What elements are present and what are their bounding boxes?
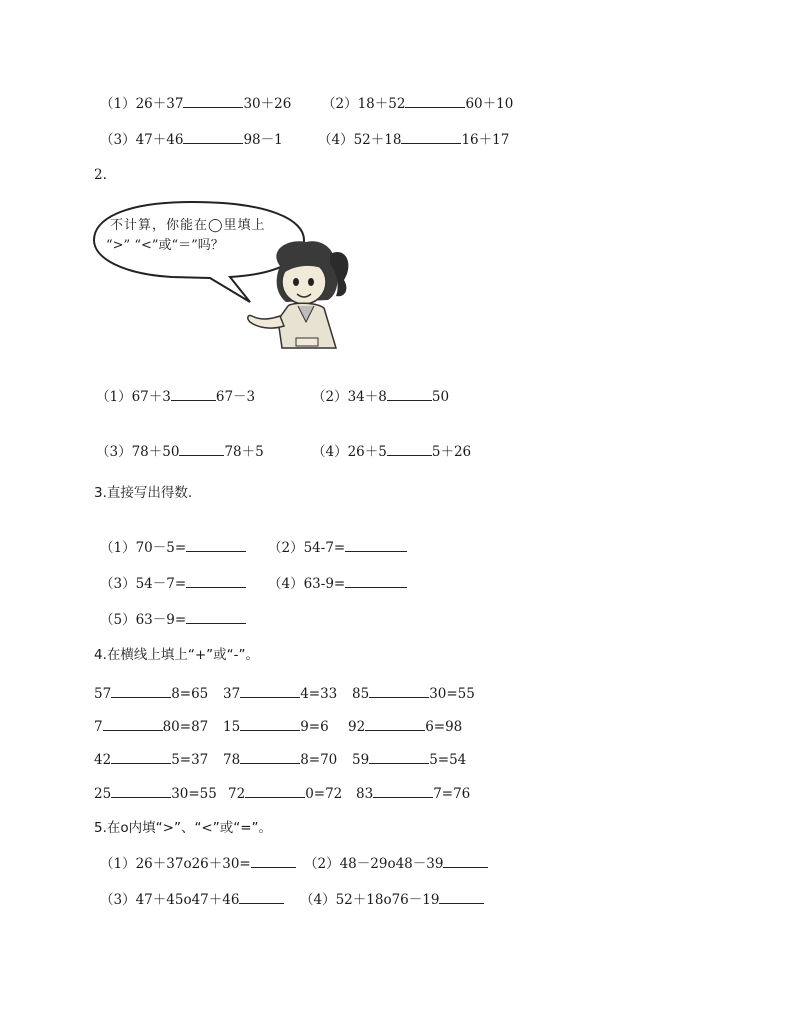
equation-rest: 7=76 <box>433 786 471 802</box>
item-number: （3） <box>96 444 132 460</box>
q4-cell <box>223 718 329 736</box>
operator-blank[interactable] <box>369 751 429 764</box>
equation-rest: 8=70 <box>300 752 338 768</box>
item-number: （3） <box>100 132 136 148</box>
q4-cell <box>223 751 337 769</box>
q4-cell <box>352 751 466 769</box>
answer-blank[interactable] <box>171 388 216 401</box>
answer-blank[interactable] <box>439 891 484 904</box>
operand-a: 72 <box>228 786 246 802</box>
equation-rest: 80=87 <box>162 719 209 735</box>
answer-blank[interactable] <box>401 131 461 144</box>
q4-cell <box>348 718 462 736</box>
answer-blank[interactable] <box>387 443 432 456</box>
q2-item-3 <box>96 443 264 461</box>
left-expression: 18＋52 <box>357 96 406 112</box>
q2-item-4 <box>312 443 471 461</box>
item-number: （4） <box>300 892 336 908</box>
item-number: （2） <box>312 389 348 405</box>
equation-rest: 0=72 <box>305 786 343 802</box>
item-number: （3） <box>100 892 136 908</box>
item-number: （1） <box>100 856 136 872</box>
equation-rest: 4=33 <box>300 686 338 702</box>
operand-a: 25 <box>94 786 112 802</box>
equation-rest: 8=65 <box>171 686 209 702</box>
right-expression: 50 <box>431 389 450 405</box>
operand-a: 92 <box>348 719 366 735</box>
q5-title: 5.在o内填“>”、“<”或“=”。 <box>94 820 273 836</box>
q1-item-4 <box>318 131 509 149</box>
operator-blank[interactable] <box>240 685 300 698</box>
q4-cell <box>352 685 475 703</box>
right-expression: 98－1 <box>243 132 283 148</box>
left-expression: 26＋37 <box>135 96 184 112</box>
operator-blank[interactable] <box>111 685 171 698</box>
operand-a: 15 <box>223 719 241 735</box>
q4-cell <box>94 785 217 803</box>
expression: 63－9= <box>135 612 187 628</box>
equation-rest: 5=37 <box>171 752 209 768</box>
left-expression: 78＋50 <box>131 444 180 460</box>
operand-a: 37 <box>223 686 241 702</box>
item-number: （4） <box>268 576 304 592</box>
operator-blank[interactable] <box>103 718 163 731</box>
expression: 47＋45o47＋46 <box>135 892 240 908</box>
equation-rest: 30=55 <box>171 786 217 802</box>
q3-item-4 <box>268 575 407 593</box>
right-expression: 5＋26 <box>431 444 472 460</box>
expression: 26＋37o26＋30= <box>135 856 251 872</box>
answer-blank[interactable] <box>345 539 407 552</box>
expression: 54-7= <box>303 540 346 556</box>
expression: 52＋18o76－19 <box>335 892 440 908</box>
q4-cell <box>223 685 337 703</box>
item-number: （1） <box>100 96 136 112</box>
equation-rest: 30=55 <box>429 686 475 702</box>
q4-cell <box>94 685 208 703</box>
q2-item-1 <box>96 388 255 406</box>
q3-title: 3.直接写出得数. <box>94 485 193 501</box>
expression: 54－7= <box>135 576 187 592</box>
left-expression: 34＋8 <box>347 389 387 405</box>
answer-blank[interactable] <box>251 855 296 868</box>
operand-a: 7 <box>94 719 103 735</box>
equation-rest: 6=98 <box>425 719 463 735</box>
q4-cell <box>356 785 470 803</box>
right-expression: 67－3 <box>215 389 256 405</box>
answer-blank[interactable] <box>186 539 246 552</box>
left-expression: 67＋3 <box>131 389 171 405</box>
right-expression: 60＋10 <box>465 96 514 112</box>
answer-blank[interactable] <box>186 611 246 624</box>
answer-blank[interactable] <box>183 95 243 108</box>
answer-blank[interactable] <box>387 388 432 401</box>
left-expression: 47＋46 <box>135 132 184 148</box>
q5-item-1 <box>100 855 296 873</box>
q2-title: 2. <box>94 167 107 183</box>
item-number: （3） <box>100 576 136 592</box>
operator-blank[interactable] <box>240 751 300 764</box>
expression: 63-9= <box>303 576 346 592</box>
equation-rest: 5=54 <box>429 752 467 768</box>
q5-item-2 <box>304 855 488 873</box>
item-number: （1） <box>96 389 132 405</box>
right-expression: 78＋5 <box>224 444 264 460</box>
right-expression: 30＋26 <box>243 96 292 112</box>
item-number: （4） <box>318 132 354 148</box>
operator-blank[interactable] <box>373 785 433 798</box>
q4-title: 4.在横线上填上“+”或“-”。 <box>94 647 260 663</box>
item-number: （2） <box>304 856 340 872</box>
q3-item-1 <box>100 539 246 557</box>
item-number: （2） <box>322 96 358 112</box>
right-expression: 16＋17 <box>461 132 510 148</box>
answer-blank[interactable] <box>443 855 488 868</box>
q1-item-1 <box>100 95 291 113</box>
answer-blank[interactable] <box>179 443 224 456</box>
operator-blank[interactable] <box>365 718 425 731</box>
answer-blank[interactable] <box>345 575 407 588</box>
q4-cell <box>228 785 342 803</box>
left-expression: 26＋5 <box>347 444 387 460</box>
item-number: （4） <box>312 444 348 460</box>
q1-item-3 <box>100 131 283 149</box>
q5-item-3 <box>100 891 284 909</box>
equation-rest: 9=6 <box>300 719 329 735</box>
expression: 70－5= <box>135 540 187 556</box>
operator-blank[interactable] <box>369 685 429 698</box>
q4-cell <box>94 751 208 769</box>
answer-blank[interactable] <box>405 95 465 108</box>
q5-item-4 <box>300 891 484 909</box>
q2-item-2 <box>312 388 449 406</box>
operand-a: 42 <box>94 752 112 768</box>
operator-blank[interactable] <box>240 718 300 731</box>
operand-a: 57 <box>94 686 112 702</box>
operand-a: 78 <box>223 752 241 768</box>
item-number: （5） <box>100 612 136 628</box>
left-expression: 52＋18 <box>353 132 402 148</box>
operator-blank[interactable] <box>111 785 171 798</box>
item-number: （2） <box>268 540 304 556</box>
answer-blank[interactable] <box>186 575 246 588</box>
operator-blank[interactable] <box>245 785 305 798</box>
expression: 48－29o48－39 <box>339 856 444 872</box>
speech-bubble-text-line-2: “>” “<”或“＝”吗？ <box>106 238 224 253</box>
answer-blank[interactable] <box>183 131 243 144</box>
q3-item-5 <box>100 611 246 629</box>
operator-blank[interactable] <box>111 751 171 764</box>
operand-a: 85 <box>352 686 370 702</box>
q4-cell <box>94 718 208 736</box>
item-number: （1） <box>100 540 136 556</box>
q3-item-3 <box>100 575 246 593</box>
operand-a: 59 <box>352 752 370 768</box>
q1-item-2 <box>322 95 513 113</box>
speech-bubble-text-line-1: 不计算，你能在◯里填上 <box>110 218 266 233</box>
operand-a: 83 <box>356 786 374 802</box>
answer-blank[interactable] <box>239 891 284 904</box>
q3-item-2 <box>268 539 407 557</box>
